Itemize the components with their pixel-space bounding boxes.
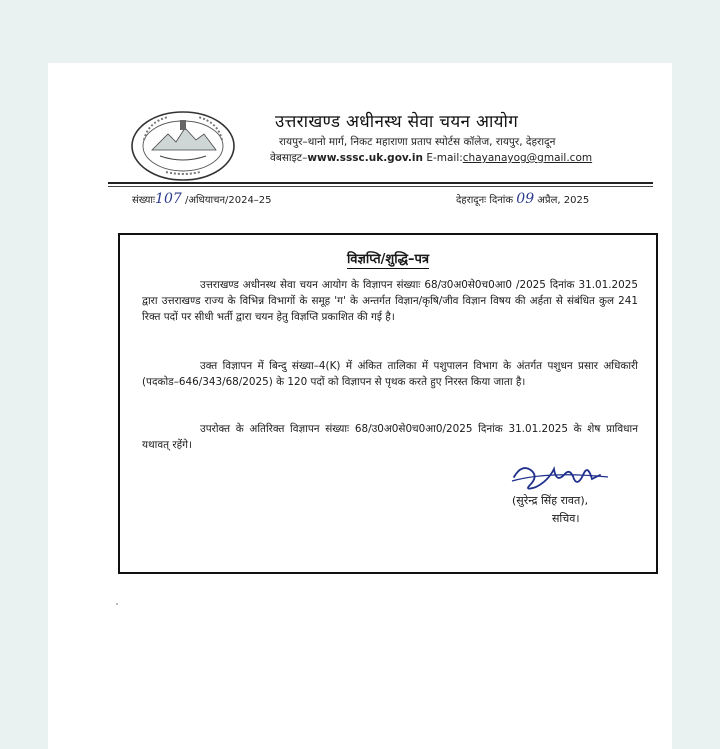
signatory-designation: सचिव।: [552, 512, 580, 525]
header-divider-thin: [108, 186, 653, 187]
organization-address: रायपुर–थानो मार्ग, निकट महाराणा प्रताप स्पोर्टस कॉलेज, रायपुर, देहरादून: [279, 136, 556, 148]
reference-suffix: /अधियाचन/2024–25: [184, 195, 272, 206]
signatory-name: (सुरेन्द्र सिंह रावत),: [512, 494, 589, 507]
commission-seal-logo: [130, 110, 236, 182]
notice-box: [118, 233, 658, 574]
page-speck: [116, 603, 118, 605]
header-divider: [108, 182, 653, 184]
organization-name: उत्तराखण्ड अधीनस्थ सेवा चयन आयोग: [275, 112, 519, 132]
date-prefix: देहरादूनः दिनांक: [456, 195, 514, 206]
email-link[interactable]: chayanayog@gmail.com: [462, 152, 593, 164]
reference-label: संख्याः: [132, 195, 156, 206]
website-link[interactable]: www.sssc.uk.gov.in: [307, 152, 423, 164]
website-label: वेबसाइट–: [270, 152, 308, 164]
reference-number: [132, 191, 272, 207]
date-handwritten-day: 09: [516, 191, 535, 207]
notice-paragraph: उपरोक्त के अतिरिक्त विज्ञापन संख्याः 68/उ0अ0से0च0आ0/2025 दिनांक 31.01.2025 के शेष प्राविधान यथावत् रहेंगे।: [142, 423, 638, 451]
reference-handwritten-number: 107: [155, 191, 182, 207]
document-page: [48, 63, 672, 749]
document-date: [456, 191, 589, 207]
date-month-year: अप्रैल, 2025: [537, 195, 590, 206]
notice-paragraph: उक्त विज्ञापन में बिन्दु संख्या–4(K) में अंकित तालिका में पशुपालन विभाग के अंतर्गत पशुधन प्रसार अधिकारी (पदकोड–646/343/68/2025) के 120 पदों को विज्ञापन से पृथक करते हुए निरस्त किया जाता है।: [142, 360, 638, 388]
organization-contact: [270, 151, 592, 165]
notice-title: विज्ञप्ति/शुद्धि–पत्र: [346, 252, 430, 267]
email-label: E-mail:: [426, 152, 463, 164]
notice-paragraph: उत्तराखण्ड अधीनस्थ सेवा चयन आयोग के विज्ञापन संख्याः 68/उ0अ0से0च0आ0 /2025 दिनांक 31.01.2025 द्वारा उत्तराखण्ड राज्य के विभिन्न विभागों के समूह 'ग' के अन्तर्गत विज्ञान/कृषि/जीव विज्ञान विषय की अर्हता से संबंधित कुल 241 रिक्त पदों पर सीधी भर्ती द्वारा चयन हेतु विज्ञप्ति प्रकाशित की गई है।: [142, 279, 638, 323]
